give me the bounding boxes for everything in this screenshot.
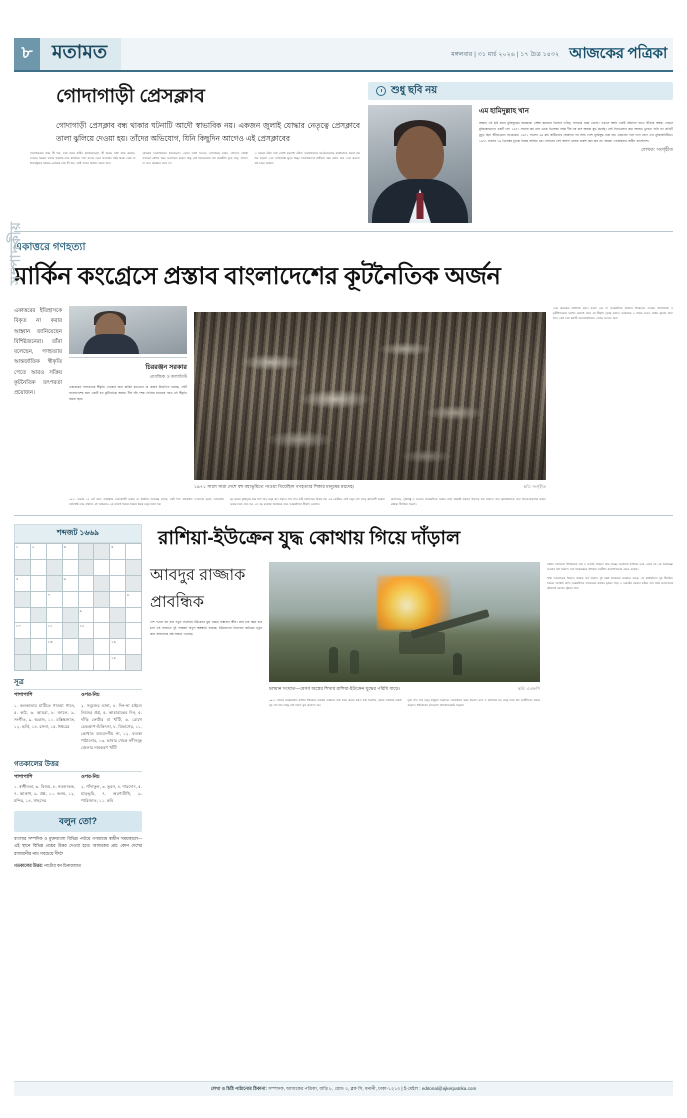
answers-down-label: ওপর-নিচ (81, 773, 100, 780)
feature-byline (69, 306, 187, 491)
footer-label: লেখা ও চিঠি পাঠানোর ঠিকানা: (210, 1086, 268, 1091)
crossword-cell[interactable] (79, 623, 95, 639)
bottom-headline: রাশিয়া-ইউক্রেন যুদ্ধ কোথায় গিয়ে দাঁড়াল (158, 528, 461, 550)
artillery-barrel (410, 609, 489, 639)
feature-side-lead: একাত্তরের ইতিহাসকে বিকৃত না করার আহ্বান জানিয়েছেন বিশিষ্টজনেরা। তাঁরা বলেছেন, গণহত্যার আন্তর্জাতিক স্বীকৃতি পেতে আরও সক্রিয় কূটনৈতিক তৎপরতা প্রয়োজন। (14, 308, 62, 397)
bottom-article (150, 524, 673, 869)
crossword-cell[interactable] (110, 544, 126, 560)
bottom-author-role: প্রাবন্ধিক (150, 594, 204, 612)
feature-col-4: জাতিসংঘ, যুক্তরাষ্ট্র ও অন্যান্য আন্তর্জাতিক সংস্থার কাছে বিষয়টি বারবার উত্থাপন করা হয়েছে। তবে ভূরাজনৈতিক নানা হিসাব-নিকাশের কারণে প্রক্রিয়া দীর্ঘায়িত হয়েছে। (391, 498, 546, 507)
feature-byline-col: একাত্তরের গণহত্যাকে স্বীকৃতি দেওয়ার জন্য মার্কিন কংগ্রেসে যে প্রস্তাব উত্থাপিত হয়েছে, সেটি বাংলাদেশের জন্য একটি বড় কূটনৈতিক অর্জন। দীর্ঘ পাঁচ দশক পেরিয়ে যাওয়ার পরও এই স্বীকৃতি অধরা ছিল। (69, 385, 187, 401)
crossword-cell[interactable] (63, 623, 79, 639)
editorial-article (30, 82, 360, 223)
crossword-answers-across (14, 774, 75, 805)
bolun-to-banner: বলুন তো? (14, 811, 142, 832)
feature-author-role: প্রাবন্ধিক ও কলামিস্ট (149, 374, 187, 379)
feature-caption-row (194, 483, 546, 491)
crossword-across-label: পাশাপাশি (14, 692, 33, 699)
crossword-cell[interactable] (15, 655, 31, 671)
photo-feature-portrait (368, 105, 472, 223)
crossword-cell[interactable] (31, 592, 47, 608)
crossword-cell[interactable] (31, 608, 47, 624)
crossword-cell[interactable] (47, 560, 63, 576)
crossword-cell[interactable] (94, 544, 110, 560)
photo-feature-badge[interactable] (368, 82, 673, 100)
footer-address: সম্পাদক, আজকের পত্রিকা, বাড়ি ৮, রোড ২, ব্লক সি, বনানী, ঢাকা-১২১৩ | ই-মেইল : editorial@ajkerpatrika.com (268, 1086, 477, 1091)
bottom-photo (269, 562, 540, 682)
crossword-cell-number: ১২ (79, 624, 85, 629)
crossword-puzzle (14, 524, 142, 869)
vertical-section-label (2, 178, 28, 328)
crossword-cell[interactable] (47, 623, 63, 639)
photo-feature-signature: লেখক: সংগৃহীত (641, 147, 673, 154)
feature-kicker: একাত্তরে গণহত্যা (14, 241, 86, 253)
crossword-cell[interactable] (63, 592, 79, 608)
crossword-title: শব্দজট ১৬৬৯ (14, 524, 142, 543)
crossword-cell-number: ১ (16, 545, 19, 550)
crossword-cell[interactable] (110, 592, 126, 608)
crossword-cell[interactable] (79, 560, 95, 576)
crossword-cell-number: ১৩ (47, 640, 53, 645)
crossword-cell[interactable] (15, 560, 31, 576)
crossword-down-text: ২. সবুজের ডানা, ৪. দিন-না চাইলে নিজের প্রশ্ন, ৫. আহারান্তের দিন, ৫. দাঁড়ি ফোটার বা খাঁটি, ৬. রোগে চেকআপ-চিকিৎসা, ৮. বিভাগের, ১১. কোথাও আবেদনীয় না, ১২. ব্যবস্থা পাঠানোর, ১৩. ভাষার থেকে নদীসমূহ জেলার নামকরণ খাঁটি (81, 702, 142, 751)
bottom-lead: দেশ দখলে নয় বরং নতুন লড়াইয়ে ইউক্রেনে যুদ্ধ থামার সম্ভাবনা ক্ষীণ। প্রায় চার বছর ধরে চলা এই সংঘাতে দুই পক্ষেরই বিপুল ক্ষয়ক্ষতি হয়েছে। ইউরোপের নিরাপত্তা কাঠামো নতুন করে সাজানোর প্রশ্ন সামনে এসেছে। (150, 620, 262, 636)
crossword-cell[interactable] (31, 544, 47, 560)
crossword-cell[interactable] (94, 592, 110, 608)
feature-photo-credit: ছবি: সংগৃহীত (523, 484, 546, 489)
feature-columns (69, 497, 546, 507)
editorial-columns (30, 151, 360, 166)
bottom-caption: চলমান সংঘাত—যেসব অস্ত্রের শিখায় রাশিয়া-ইউক্রেন যুদ্ধের পরিধি বাড়ে। (269, 686, 401, 692)
section-title: মতামত (40, 38, 121, 70)
bottom-section (14, 524, 673, 869)
portrait-tie (417, 193, 424, 219)
bottom-byline (150, 562, 262, 708)
crossword-cell[interactable] (126, 608, 142, 624)
crossword-cell[interactable] (15, 639, 31, 655)
feature-main-column (69, 306, 546, 507)
page-number: ৮ (14, 38, 40, 70)
bottom-col-3: পশ্চিমা দেশগুলো ইউক্রেনকে অস্ত্র ও আর্থিক সহায়তা দিয়ে যাচ্ছে। অন্যদিকে রাশিয়ার ওপর একের পর এক নিষেধাজ্ঞা আরোপ করা হয়েছে। তবে নিষেধাজ্ঞায় রাশিয়ার অর্থনীতি প্রত্যাশিতভাবে ভেঙে পড়েনি। (547, 563, 673, 572)
feature-col-2: ১৯৭১ সালের ২৫ মার্চ রাতে পাকিস্তানি সেনাবাহিনী ঢাকায় যে নির্বিচার হত্যাযজ্ঞ চালায়, সেটি ছিল পরিকল্পিত গণহত্যার সূচনা। অপারেশন সার্চলাইট নামে পরিচিত ওই অভিযানে এক রাতেই হাজার হাজার নিরস্ত্র মানুষ নিহত হন। (69, 498, 224, 507)
crossword-cell[interactable] (126, 623, 142, 639)
crossword-cell[interactable] (79, 592, 95, 608)
crossword-answers-heading: গতকালের উত্তর (14, 758, 142, 772)
photo-feature-body-text: আমার এই ছবি মহান মুক্তিযুদ্ধের সময়কার। সেক্টর কমান্ডার হিসেবে দায়িত্ব পালনের সময় তোলা। এখানে আমি একটি রাইফেল হাতে দাঁড়িয়ে আছি। পেছনে মুক্তিযোদ্ধাদের একটি দল। ১৯৭১ সালের মার্চ মাস থেকে ডিসেম্বর পর্যন্ত দীর্ঘ নয় মাস আমরা যুদ্ধ করেছি। সেই দিনগুলোর কথা আজও ভুলতে পারি না। প্রতিটি মুহূর্ত ছিল জীবন-মরণ সংগ্রামের। ১৯৭১ সালের ২৬ মার্চ স্বাধীনতার ঘোষণার পর সারা দেশে মুক্তিযুদ্ধ শুরু হয়। তরুণেরা দলে দলে যোগ দেন মুক্তিবাহিনীতে। ১৯৭১ সালের ১৬ ডিসেম্বর চূড়ান্ত বিজয় অর্জিত হয়। সেদিনের সেই আনন্দ ভাষায় প্রকাশ করা যায় না। আমরা পেয়েছিলাম স্বাধীন বাংলাদেশ। (479, 121, 673, 143)
photo-feature-author: এম হামিদুল্লাহ খান (479, 108, 529, 115)
editorial-headline: গোদাগাড়ী প্রেসক্লাব (56, 86, 205, 107)
crossword-cell-number: ৯ (79, 608, 82, 613)
crossword-cell-number: ৮ (127, 592, 130, 597)
bolun-answer-value: নাটোর বন চিনারজাত (44, 862, 82, 868)
crossword-across (14, 692, 75, 751)
bottom-col-4: শান্তি আলোচনার উদ্যোগ বারবার ব্যর্থ হয়েছে। দুই পক্ষই নিজেদের অবস্থানে অনড়। এই পরিস্থিতিতে যুদ্ধ দীর্ঘায়িত হওয়ার আশঙ্কাই বেশি। আন্তর্জাতিক সম্প্রদায়ের কার্যকর ভূমিকা ছাড়া এ সংকটের সমাধান কঠিন। শেষ পর্যন্ত আলোচনার টেবিলেই সমাধান খুঁজতে হবে। (547, 577, 673, 591)
crossword-clue-heading: সূত্র (14, 676, 142, 690)
feature-photo (194, 312, 546, 480)
crossword-cell[interactable] (126, 576, 142, 592)
crossword-cell[interactable] (110, 623, 126, 639)
crossword-cell[interactable] (47, 655, 63, 671)
photo-feature-text (479, 105, 673, 223)
crossword-cell[interactable] (110, 560, 126, 576)
brand-logo: আজকের পত্রিকা (569, 44, 667, 62)
crossword-cell-number: ১৪ (111, 640, 116, 645)
crossword-cell-number: ১৫ (111, 656, 116, 661)
editorial-lead: গোদাগাড়ী প্রেসক্লাব বন্ধ থাকার ঘটনাটি আদৌ স্বাভাবিক নয়। একজন জুলাই যোদ্ধার নেতৃত্বে প্রেসক্লাবে তালা ঝুলিয়ে দেওয়া হয়। তাঁদের অভিযোগ, যিনি কিছুদিন আগেও এই প্রেসক্লাবের (56, 121, 360, 143)
author-photo (69, 306, 187, 354)
crossword-cell-number: ৬ (63, 576, 66, 581)
clock-icon (376, 86, 386, 96)
crossword-cell[interactable] (15, 544, 31, 560)
answers-across-text: ১. স্বাধীনতা, ৬. বিজয়, ৮. নবজাতক, ৭. আকাশ, ৯. প্রশ্ন, ১০. কলম, ১২. মন্দির, ১৪. সাহসের (14, 784, 75, 804)
crossword-cell[interactable] (126, 639, 142, 655)
crossword-cell[interactable] (31, 639, 47, 655)
bottom-author-name: আবদুর রাজ্জাক (150, 567, 246, 585)
top-block (30, 82, 673, 223)
main-feature (14, 240, 673, 507)
crossword-down-label: ওপর-নিচ (81, 692, 100, 699)
crossword-cell[interactable] (110, 655, 126, 671)
crossword-cell[interactable] (79, 576, 95, 592)
bottom-article-body (150, 562, 673, 708)
feature-col-5: এখন প্রয়োজন দালিলিক প্রমাণ সংগ্রহ এবং তা আন্তর্জাতিক পরিসরে উপস্থাপন। গবেষক, ইতিহাসবিদ ও কূটনীতিকদের সমন্বিত প্রয়াসই পারে এই স্বীকৃতি চূড়ান্ত করতে। সরকারকে এ বিষয়ে আরও সক্রিয় ভূমিকা নিতে হবে। একই সঙ্গে প্রবাসী বাংলাদেশিদেরও এগিয়ে আসতে হবে। (553, 307, 673, 321)
crossword-cell[interactable] (63, 608, 79, 624)
feature-col-3: নয় মাসের মুক্তিযুদ্ধে প্রায় ত্রিশ লাখ মানুষ প্রাণ হারান। লাখ লাখ নারী নির্যাতনের শিকার হন। এক কোটিরও বেশি মানুষ দেশ ছেড়ে প্রতিবেশী ভারতে আশ্রয় নিতে বাধ্য হন। এত বড় মানবিক বিপর্যয়ের পরও আন্তর্জাতিক স্বীকৃতি মেলেনি। (230, 498, 385, 507)
crossword-cell[interactable] (63, 639, 79, 655)
editorial-col-2: প্রেসক্লাব সাংবাদিকদের মিলনমেলা। এখানে সবাই আসেন, মতবিনিময় করেন, পেশাগত দায়িত্ব পালনের কৌশল নিয়ে আলোচনা করেন। কিন্তু সেই মিলনমেলায় যদি রাজনীতি ঢুকে পড়ে, তাহলে তা আর প্রেসক্লাব থাকে না। (142, 151, 248, 165)
feature-caption: ১৯৭১ সালে সারা দেশে বহু বধ্যভূমিতে পাওয়া গিয়েছিল গণহত্যার শিকার মানুষের মরদেহ। (194, 484, 355, 489)
crossword-clues (14, 692, 142, 751)
soldier-figure (329, 647, 338, 673)
photo-feature-body (368, 105, 673, 223)
photo-feature (368, 82, 673, 223)
feature-body (14, 306, 673, 507)
bolun-to-answer (14, 862, 142, 870)
crossword-answers (14, 758, 142, 805)
crossword-cell[interactable] (94, 623, 110, 639)
editorial-col-1: সাংবাদিকদের কাজ কী হবে, তারা হবেন স্বাধীন প্রতিষ্ঠানসমূহে, কী নিয়মে তাঁরা কাজ করবেন, সেখানে নিয়ন্ত্রণ থাকবে সরকারি নানা প্রতিষ্ঠান। ছাপা কাগজ থেকে অনলাইন পর্যন্ত কিংবা থেকে বা ইলেকট্রনিক মিডিয়া—কাজের ধারা কী হবে, সেটি তাদের নির্ধারণ করতে হবে। (30, 151, 136, 165)
bottom-photo-wrap (269, 562, 540, 708)
crossword-cell[interactable] (94, 639, 110, 655)
crossword-cell-number: ৩ (63, 545, 66, 550)
crossword-cell[interactable] (110, 639, 126, 655)
answers-down-text: ২. গাঁদাফুল, ৩. ভুবন, ৪. শারদোৎ, ৫. মাতৃভূমি, ৭. অরণ্যবীথি, ৯. পারিজাত, ১১. কবি (81, 784, 142, 804)
crossword-cell[interactable] (79, 655, 95, 671)
crossword-cell[interactable] (126, 544, 142, 560)
crossword-cell-number: ৫ (16, 576, 19, 581)
crossword-cell[interactable] (47, 608, 63, 624)
crossword-cell[interactable] (79, 608, 95, 624)
vertical-section-label-text: সম্পাদকীয় (7, 221, 23, 285)
bottom-photo-credit: ছবি: এএফপি (518, 686, 540, 692)
crossword-answers-down (81, 774, 142, 805)
bottom-right-columns (547, 562, 673, 708)
crossword-across-text: ১. কলকাতার মাটিতে গাওয়া গানে, ৫. কাঠ, ৬. আমরা, ৮. জালে, ৯. সংগীত, ৯. অগ্রজ, ১০. মস্তিষ্কজাত, ১২. ভর্তি, ১৪. রসনা, ১৫. ঈশ্বরের (14, 702, 75, 730)
masthead (14, 38, 673, 72)
crossword-cell[interactable] (47, 639, 63, 655)
bottom-caption-row (269, 685, 540, 693)
soldier-figure (453, 653, 462, 675)
bottom-col-2: যুদ্ধে লাখ লাখ মানুষ বাস্তুচ্যুত হয়েছেন। অবকাঠামো ধ্বংস হয়েছে। খাদ্য ও জ্বালানির দাম বেড়ে গিয়ে বিশ্ব অর্থনীতিতে প্রভাব পড়েছে। ইউরোপের দেশগুলো জ্বালানিসংকটে পড়েছে। (407, 699, 540, 708)
newspaper-page (0, 38, 687, 1118)
crossword-cell[interactable] (94, 576, 110, 592)
author-photo-body (83, 334, 139, 354)
crossword-cell-number: ১১ (47, 624, 53, 629)
crossword-cell[interactable] (79, 544, 95, 560)
crossword-cell[interactable] (31, 623, 47, 639)
photo-feature-badge-label: শুধু ছবি নয় (391, 84, 438, 96)
soldier-figure (350, 650, 359, 674)
crossword-cell[interactable] (126, 592, 142, 608)
crossword-cell[interactable] (110, 608, 126, 624)
feature-photo-wrap (194, 306, 546, 491)
crossword-cell[interactable] (94, 608, 110, 624)
crossword-cell[interactable] (15, 576, 31, 592)
portrait-face (396, 126, 444, 182)
crossword-cell[interactable] (31, 655, 47, 671)
feature-author-name: চিররঞ্জন সরকার (145, 364, 187, 371)
crossword-cell-number: ৪ (111, 545, 114, 550)
crossword-cell[interactable] (126, 655, 142, 671)
crossword-answers-cols (14, 774, 142, 805)
editorial-col-3: এ ধরনের ঘটনা সারা দেশেই কমবেশি ঘটছে। সাংবাদিকদের সংগঠনগুলোয় রাজনৈতিক প্রভাব দিন দিন বাড়ছে। এতে পেশাদারত্ব ক্ষুণ্ন হচ্ছে। সাংবাদিকতার স্বাধীনতা রক্ষা করতে হলে এসব প্রবণতা বন্ধ হওয়া দরকার। (254, 151, 360, 165)
crossword-cell[interactable] (15, 608, 31, 624)
page-footer (14, 1081, 673, 1096)
crossword-cell[interactable] (126, 560, 142, 576)
crossword-cell[interactable] (110, 576, 126, 592)
bottom-inner-columns (269, 698, 540, 708)
footer-text (20, 1085, 667, 1093)
feature-top-row (69, 306, 546, 491)
answers-across-label: পাশাপাশি (14, 773, 33, 780)
divider-bottom (14, 515, 673, 516)
crossword-cell[interactable] (94, 560, 110, 576)
crossword-cell[interactable] (63, 544, 79, 560)
crossword-cell-number: ৭ (47, 592, 51, 597)
dateline: মঙ্গলবার | ৩১ মার্চ ২০২৬ | ১৭ চৈত্র ১৪৩২ (451, 51, 560, 58)
crossword-cell[interactable] (63, 576, 79, 592)
crossword-cell[interactable] (15, 623, 31, 639)
feature-headline: মার্কিন কংগ্রেসে প্রস্তাব বাংলাদেশের কূটনৈতিক অর্জন (14, 263, 501, 290)
crossword-cell[interactable] (15, 592, 31, 608)
divider-top (14, 231, 673, 232)
crossword-down (81, 692, 142, 751)
bolun-to-text: বাংলার সম্পদিক ও মুক্তবাংলা বিভিন্ন পর্যায়ে গণমাধ্যম স্বাধীন সময়কালে—এই স্থানে বিভিন্ন প্রশ্নের উত্তর দেওয়া হবে। আজকের প্রশ্ন: কোন দেশের রাজধানীর নাম সবচেয়ে দীর্ঘ? (14, 835, 142, 856)
artillery-blast (377, 576, 451, 630)
crossword-cell-number: ২ (31, 545, 35, 550)
crossword-cell[interactable] (63, 655, 79, 671)
byline-divider (69, 357, 187, 358)
crossword-cell[interactable] (31, 560, 47, 576)
artillery-base (399, 632, 445, 654)
crossword-cell[interactable] (47, 544, 63, 560)
crossword-cell[interactable] (31, 576, 47, 592)
crossword-cell[interactable] (47, 592, 63, 608)
bolun-answer-label: গতকালের উত্তর: (14, 862, 43, 868)
crossword-cell[interactable] (94, 655, 110, 671)
bottom-col-1: ২০২২ সালের ফেব্রুয়ারিতে রাশিয়া ইউক্রেনে সামরিক অভিযান শুরু করে। প্রথমে ধারণা করা হয়েছিল, কয়েক সপ্তাহের মধ্যেই যুদ্ধ শেষ হবে। কিন্তু সেই ধারণা ভুল প্রমাণিত হয়। (269, 699, 402, 708)
crossword-cell-number: ১০ (16, 624, 21, 629)
crossword-grid[interactable] (14, 543, 142, 671)
masthead-right (121, 38, 673, 70)
crossword-cell[interactable] (63, 560, 79, 576)
crossword-cell[interactable] (79, 639, 95, 655)
crossword-cell[interactable] (47, 576, 63, 592)
